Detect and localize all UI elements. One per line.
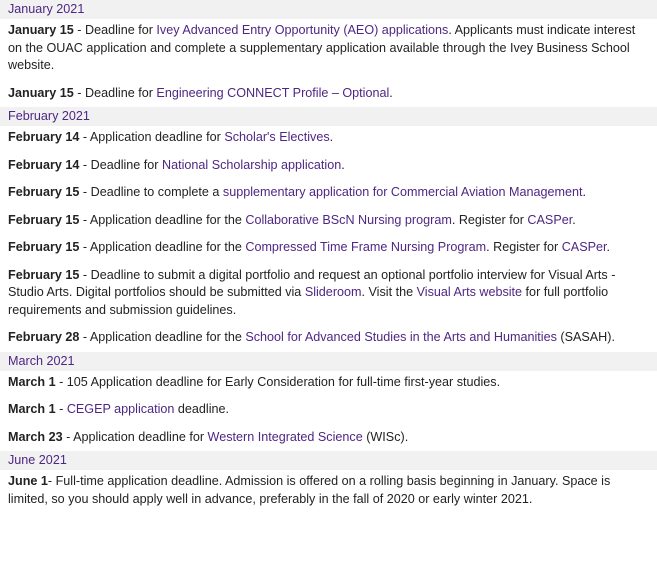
deadline-date: February 15	[8, 267, 80, 282]
deadline-text: - Deadline to complete a	[79, 185, 223, 199]
deadline-text: - Deadline for	[73, 23, 157, 37]
deadline-text: for full portfolio requirements and submission guidelines.	[8, 285, 609, 317]
deadline-text: - Application deadline for	[79, 130, 225, 144]
month-heading: February 2021	[0, 107, 657, 126]
deadline-date: February 28	[8, 330, 80, 344]
deadline-entry	[0, 266, 657, 320]
month-heading: January 2021	[0, 0, 657, 19]
deadline-link[interactable]: Ivey Advanced Entry Opportunity (AEO) applications	[156, 23, 449, 37]
deadline-date: January 15	[8, 85, 74, 100]
deadline-date: February 14	[8, 130, 80, 144]
deadline-date: January 15	[8, 23, 74, 37]
deadline-entry	[0, 84, 657, 103]
deadline-link[interactable]: Engineering CONNECT Profile – Optional	[156, 85, 390, 100]
deadline-text: - Deadline for	[79, 157, 163, 172]
deadline-text: - 105 Application deadline for Early Consideration for full-time first-year studies.	[55, 374, 501, 389]
deadline-link[interactable]: School for Advanced Studies in the Arts and Humanities	[245, 330, 557, 344]
month-entries	[0, 126, 657, 352]
deadline-text: - Deadline for	[73, 85, 157, 100]
deadline-link[interactable]: Compressed Time Frame Nursing Program	[245, 240, 487, 254]
deadline-text: - Deadline to submit a digital portfolio and request an optional portfolio interview for Visual Arts - Studio Arts. Digital portfolios should be submitted via	[8, 267, 616, 299]
deadline-entry	[0, 156, 657, 175]
deadline-text: - Application deadline for the	[79, 240, 246, 254]
deadline-text: .	[582, 185, 586, 199]
deadline-date: February 15	[8, 212, 80, 227]
deadline-link[interactable]: Collaborative BScN Nursing program	[245, 212, 452, 227]
deadline-text: (SASAH).	[556, 330, 615, 344]
deadline-date: February 14	[8, 157, 80, 172]
deadline-entry	[0, 128, 657, 147]
deadline-text: .	[341, 157, 345, 172]
deadline-link[interactable]: CEGEP application	[66, 402, 175, 416]
deadline-link[interactable]: supplementary application for Commercial Aviation Management	[222, 185, 583, 199]
deadline-entry	[0, 472, 657, 508]
deadline-text: - Full-time application deadline. Admission is offered on a rolling basis beginning in January. Space is limited, so you should apply well in advance, preferably in the fall of 2020 or early winter 2021.	[8, 474, 611, 506]
deadline-text: (WISc).	[362, 429, 409, 444]
deadline-link[interactable]: Western Integrated Science	[207, 429, 363, 444]
deadline-text: - Application deadline for the	[79, 212, 246, 227]
deadline-text: .	[606, 240, 611, 254]
deadline-text: .	[389, 85, 393, 100]
deadline-entry	[0, 400, 657, 419]
deadline-text: . Applicants must indicate interest on the OUAC application and complete a supplementary application available through the Ivey Business School website.	[8, 23, 636, 72]
deadline-date: March 23	[8, 429, 63, 444]
deadline-date: February 15	[8, 240, 80, 254]
deadline-text: .	[572, 212, 576, 227]
deadline-entry	[0, 183, 657, 202]
deadline-date: June 1	[8, 474, 48, 488]
month-entries	[0, 19, 657, 107]
deadline-entry	[0, 328, 657, 347]
deadline-date: March 1	[8, 374, 56, 389]
month-entries	[0, 470, 657, 513]
deadline-text: . Register for	[486, 240, 562, 254]
deadline-text: .	[329, 130, 334, 144]
deadline-text: . Register for	[451, 212, 528, 227]
deadline-text: deadline.	[174, 402, 230, 416]
deadline-entry	[0, 373, 657, 392]
deadline-entry	[0, 21, 657, 75]
deadline-date: March 1	[8, 402, 56, 416]
deadline-link[interactable]: CASPer	[527, 212, 573, 227]
month-heading: June 2021	[0, 451, 657, 470]
deadline-entry	[0, 211, 657, 230]
deadline-text: -	[55, 402, 67, 416]
deadline-link[interactable]: Visual Arts website	[416, 285, 523, 299]
deadline-text: - Application deadline for the	[79, 330, 246, 344]
month-entries	[0, 371, 657, 452]
month-heading: March 2021	[0, 352, 657, 371]
deadline-link[interactable]: National Scholarship application	[162, 157, 342, 172]
deadline-entry	[0, 238, 657, 257]
deadline-text: - Application deadline for	[62, 429, 208, 444]
deadline-entry	[0, 428, 657, 447]
deadline-link[interactable]: Scholar's Electives	[224, 130, 330, 144]
deadline-text: . Visit the	[361, 285, 417, 299]
deadline-date: February 15	[8, 185, 80, 199]
deadline-link[interactable]: Slideroom	[304, 285, 362, 299]
deadline-link[interactable]: CASPer	[561, 240, 607, 254]
